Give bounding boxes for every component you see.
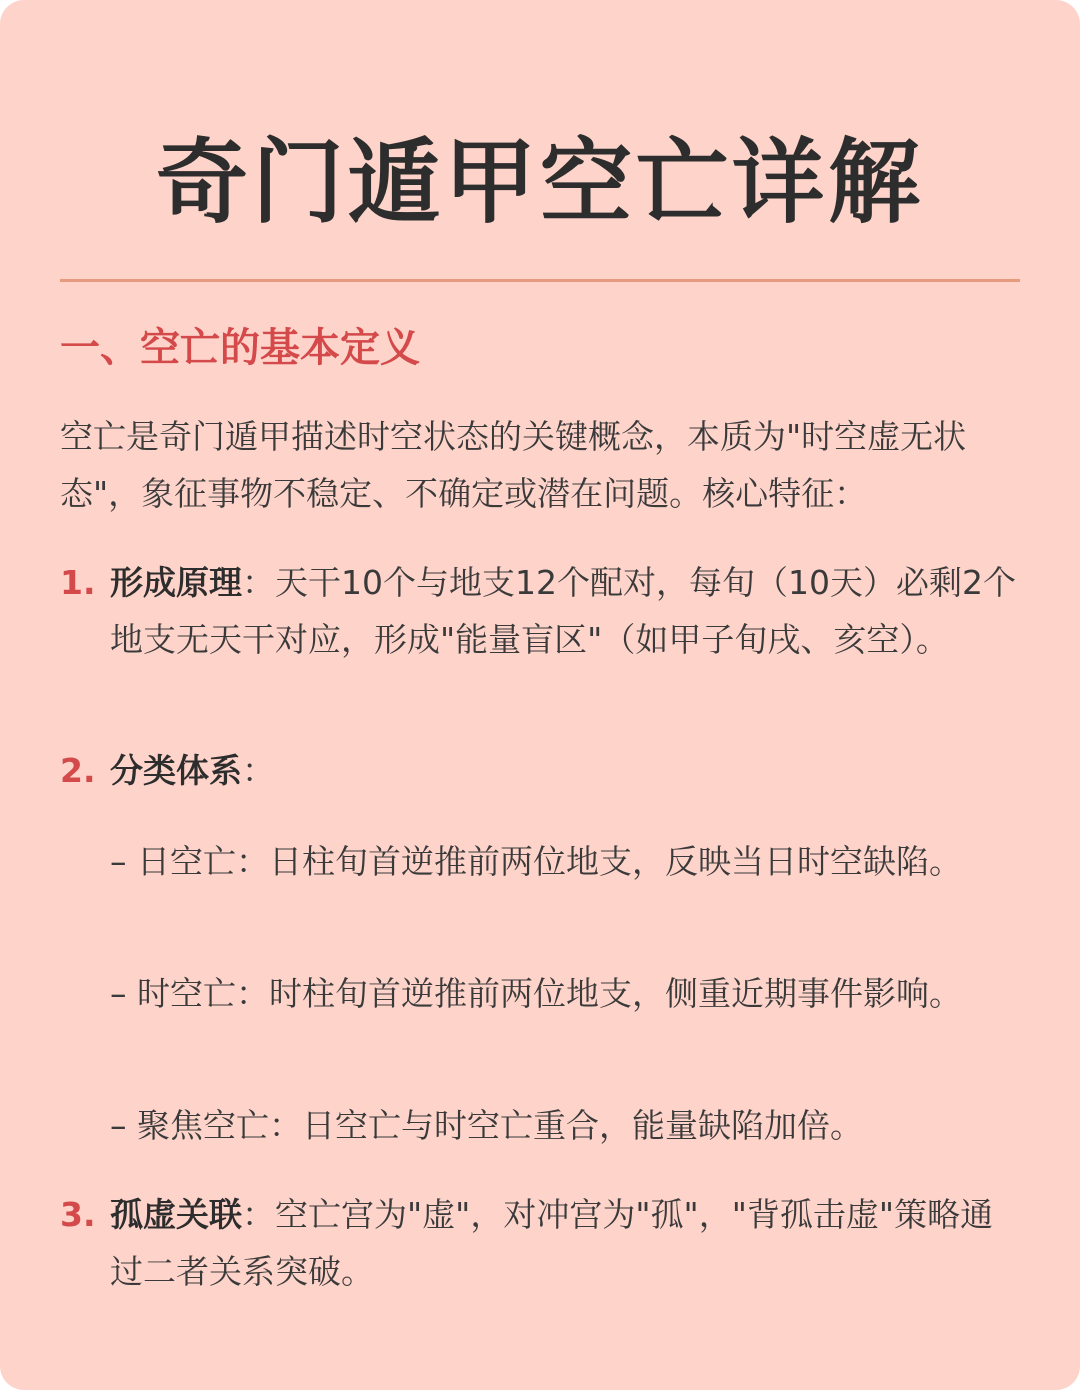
list-item-formation <box>60 554 1020 668</box>
list-item-heading: 形成原理 <box>110 563 242 602</box>
subitem-hour-void: – 时空亡：时柱旬首逆推前两位地支，侧重近期事件影响。 <box>110 974 962 1013</box>
intro-paragraph: 空亡是奇门遁甲描述时空状态的关键概念，本质为"时空虚无状态"，象征事物不稳定、不确定或潜在问题。核心特征： <box>60 417 967 513</box>
list-item-body <box>110 742 1020 799</box>
list-item-text: 空亡宫为"虚"，对冲宫为"孤"，"背孤击虚"策略通过二者关系突破。 <box>110 1195 994 1291</box>
title-divider <box>60 279 1020 282</box>
list-item-body <box>110 1186 1020 1300</box>
list-number: 3. <box>60 1195 96 1234</box>
list-item-heading: 分类体系 <box>110 751 242 790</box>
list-item-separator: ： <box>242 1195 275 1234</box>
page-title: 奇门遁甲空亡详解 <box>155 129 924 236</box>
list-item-solitary-void <box>60 1186 1020 1300</box>
subitem-focused-void: – 聚焦空亡：日空亡与时空亡重合，能量缺陷加倍。 <box>110 1106 863 1145</box>
list-item-classification <box>60 742 1020 799</box>
list-item-separator: ： <box>242 563 275 602</box>
list-item-separator: ： <box>242 751 275 790</box>
list-number: 2. <box>60 751 96 790</box>
section-heading: 一、空亡的基本定义 <box>60 325 420 371</box>
list-item-text: 天干10个与地支12个配对，每旬（10天）必剩2个地支无天干对应，形成"能量盲区"（如甲子旬戌、亥空）。 <box>110 563 1016 659</box>
list-number: 1. <box>60 563 96 602</box>
list-item-body <box>110 554 1020 668</box>
subitem-day-void: – 日空亡：日柱旬首逆推前两位地支，反映当日时空缺陷。 <box>110 842 962 881</box>
list-item-heading: 孤虚关联 <box>110 1195 242 1234</box>
